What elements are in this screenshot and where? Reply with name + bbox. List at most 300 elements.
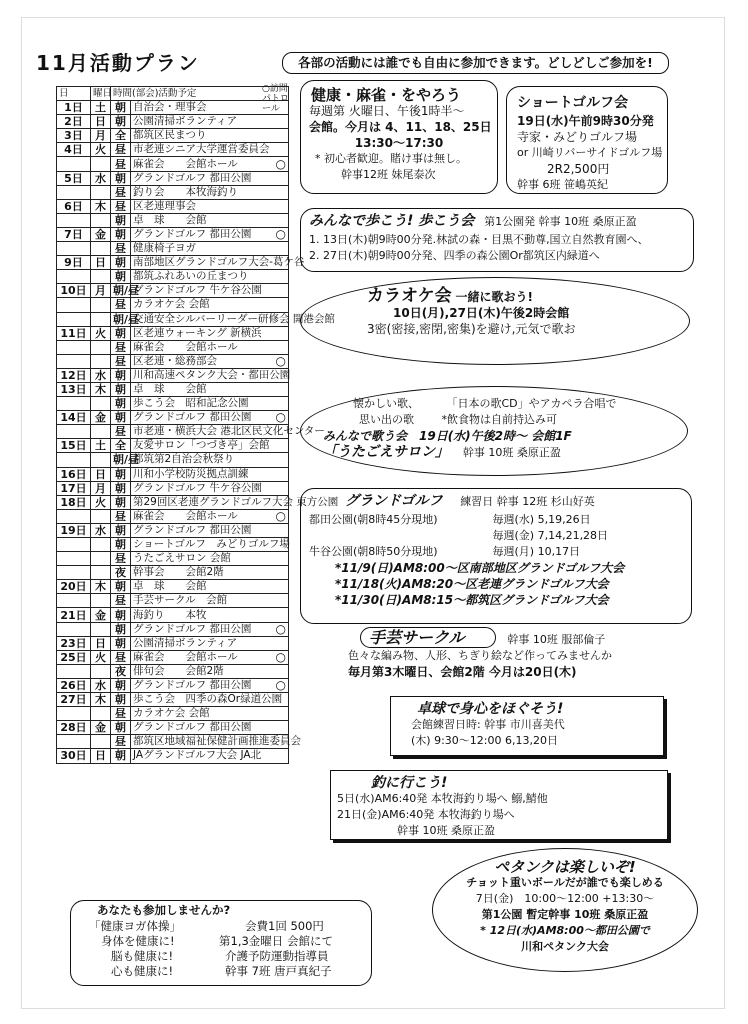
schedule-time	[111, 284, 140, 298]
schedule-weekday-text: 火	[95, 495, 106, 509]
schedule-time-text: 朝	[115, 481, 126, 495]
table-tennis-title: 卓球で身心をほぐそう!	[417, 701, 564, 717]
schedule-event	[131, 749, 289, 763]
schedule-day	[57, 199, 91, 213]
schedule-day-text: 27日	[60, 693, 87, 707]
schedule-time	[111, 101, 131, 115]
schedule-weekday-text: 木	[95, 693, 106, 707]
schedule-time	[111, 340, 131, 354]
table-tennis-line2: (木) 9:30〜12:00 6,13,20日	[411, 734, 558, 747]
schedule-day	[57, 298, 91, 312]
short-golf-box	[506, 86, 668, 194]
mahjong-line2: 会館。今月は 4、11、18、25日	[309, 120, 492, 134]
schedule-day	[57, 157, 91, 171]
ground-golf-mon: 毎週(月) 10,17日	[492, 545, 581, 558]
schedule-time	[111, 185, 131, 199]
schedule-event-text: 歩こう会 昭和記念公園	[133, 397, 249, 410]
schedule-weekday	[91, 340, 111, 354]
petanque-line1: チョット重いボールだが誰でも楽しめる	[466, 876, 664, 889]
schedule-time	[111, 397, 131, 411]
walking-box	[300, 208, 694, 272]
ground-golf-event1: *11/9(日)AM8:00〜区南部地区グランドゴルフ大会	[335, 561, 625, 575]
patrol-mark: ○	[275, 621, 287, 636]
schedule-time-text: 夜	[115, 566, 126, 580]
schedule-weekday-text: 木	[95, 199, 106, 213]
utagoe-line1b: 「日本の歌CD」やアカペラ合唱で	[446, 397, 617, 410]
schedule-time	[111, 227, 131, 241]
schedule-day	[57, 664, 91, 678]
header-weekday: 曜日	[91, 87, 111, 101]
schedule-event	[131, 129, 289, 143]
schedule-day	[57, 340, 91, 354]
schedule-row	[57, 312, 289, 326]
schedule-weekday-text: 水	[95, 678, 106, 692]
schedule-event-text: 川和高速ペタンク大会・都田公園	[133, 368, 291, 381]
schedule-event	[131, 368, 289, 382]
yoga-instructor: 介護予防運動指導員	[225, 949, 329, 963]
schedule-row	[57, 721, 289, 735]
schedule-weekday	[91, 594, 111, 608]
schedule-day-text: 2日	[64, 115, 83, 129]
schedule-row	[57, 693, 289, 707]
petanque-line3: 第1公園 暫定幹事 10班 桑原正盈	[481, 908, 649, 921]
header-activity: 時間(部会)活動予定	[111, 87, 289, 101]
schedule-time	[111, 256, 131, 270]
schedule-day-text: 5日	[64, 171, 83, 185]
schedule-time	[111, 707, 131, 721]
schedule-event-text: 麻雀会 会館ホール	[133, 509, 238, 522]
yoga-title: あなたも参加しませんか?	[97, 903, 231, 917]
schedule-weekday	[91, 636, 111, 650]
utagoe-line2b: *飲食物は自前持込み可	[441, 413, 557, 426]
schedule-event	[131, 157, 289, 171]
schedule-weekday	[91, 157, 111, 171]
karaoke-box	[300, 277, 690, 365]
schedule-event	[131, 397, 289, 411]
top-note: 各部の活動には誰でも自由に参加できます。どしどしご参加を!	[282, 52, 669, 74]
schedule-row	[57, 411, 289, 425]
schedule-row	[57, 735, 289, 749]
schedule-time	[111, 678, 131, 692]
schedule-time	[111, 368, 131, 382]
schedule-event	[131, 495, 339, 509]
schedule-day-text: 23日	[60, 636, 87, 650]
schedule-weekday-text: 金	[95, 721, 106, 735]
schedule-time-text: 昼	[115, 594, 126, 608]
schedule-event-text: 公園清掃ボランティア	[133, 115, 238, 128]
schedule-day	[57, 242, 91, 256]
schedule-event-text: 卓 球 会館	[133, 383, 207, 396]
schedule-event	[131, 382, 289, 396]
schedule-row	[57, 368, 289, 382]
schedule-day	[57, 509, 91, 523]
schedule-weekday-text: 月	[95, 284, 106, 298]
schedule-weekday-text: 土	[95, 101, 106, 115]
schedule-day-text: 19日	[60, 523, 87, 537]
ground-golf-event3: *11/30(日)AM8:15〜都筑区グランドゴルフ大会	[335, 593, 609, 607]
schedule-day-text: 16日	[60, 467, 87, 481]
schedule-time	[111, 354, 131, 368]
schedule-day	[57, 523, 91, 537]
yoga-col3: 脳も健康に!	[111, 949, 174, 963]
schedule-event	[131, 284, 289, 298]
schedule-event-text: 俳句会 会館2階	[133, 664, 224, 677]
schedule-day-text: 7日	[64, 227, 83, 241]
schedule-event	[131, 256, 305, 270]
schedule-day	[57, 326, 91, 340]
schedule-time	[111, 594, 131, 608]
schedule-time-text: 朝	[115, 678, 126, 692]
schedule-day	[57, 467, 91, 481]
schedule-weekday-text: 火	[95, 326, 106, 340]
schedule-row	[57, 340, 289, 354]
schedule-day	[57, 270, 91, 284]
schedule-row	[57, 509, 289, 523]
schedule-weekday	[91, 185, 111, 199]
petanque-box	[432, 848, 698, 972]
schedule-row	[57, 608, 289, 622]
schedule-weekday	[91, 467, 111, 481]
schedule-day	[57, 101, 91, 115]
schedule-time-text: 朝	[115, 495, 126, 509]
schedule-row	[57, 664, 289, 678]
mahjong-title: 健康・麻雀・をやろう	[311, 86, 462, 104]
fishing-line1: 5日(水)AM6:40発 本牧海釣り場へ 鰯,鯖他	[337, 792, 548, 805]
schedule-weekday-text: 木	[95, 580, 106, 594]
schedule-time-text: 朝/昼	[113, 453, 140, 467]
schedule-row	[57, 199, 289, 213]
schedule-day-text: 3日	[64, 129, 83, 143]
mahjong-line4: * 初心者歓迎。賭け事は無し。	[315, 152, 467, 165]
schedule-weekday-text: 土	[95, 439, 106, 453]
schedule-time-text: 朝	[115, 270, 126, 284]
schedule-row	[57, 171, 289, 185]
schedule-time-text: 朝	[115, 538, 126, 552]
schedule-day	[57, 594, 91, 608]
utagoe-line3: みんなで歌う会 19日(水)午後2時〜 会館1F	[323, 429, 572, 443]
schedule-row	[57, 242, 289, 256]
schedule-event-text: 卓 球 会館	[133, 213, 207, 226]
walking-line1: 1. 13日(木)朝9時00分発.林試の森・目黒不動尊,国立自然教育園へ、	[309, 233, 649, 246]
ground-golf-title: グランドゴルフ	[345, 493, 443, 509]
schedule-event-text: 市老連シニア大学運営委員会	[133, 143, 270, 156]
schedule-time-text: 昼	[115, 298, 126, 312]
schedule-day	[57, 439, 91, 453]
schedule-weekday	[91, 326, 111, 340]
schedule-table	[56, 86, 339, 764]
schedule-row	[57, 326, 289, 340]
schedule-time	[111, 453, 140, 467]
schedule-day	[57, 256, 91, 270]
schedule-weekday	[91, 270, 111, 284]
schedule-time-text: 朝	[115, 580, 126, 594]
schedule-row	[57, 650, 289, 664]
schedule-weekday	[91, 622, 111, 636]
schedule-event-text: 第29回区老連グランドゴルフ大会 東方公園	[133, 495, 339, 508]
schedule-time-text: 昼	[115, 242, 126, 256]
schedule-time-text: 朝	[115, 368, 126, 382]
schedule-event-text: JAグランドゴルフ大会 JA北	[133, 749, 262, 762]
schedule-row	[57, 495, 289, 509]
schedule-day	[57, 129, 91, 143]
handicraft-box	[300, 626, 696, 688]
schedule-event-text: グランドゴルフ 都田公園	[133, 171, 252, 184]
schedule-day	[57, 354, 91, 368]
schedule-day	[57, 552, 91, 566]
handicraft-line1: 色々な編み物、人形、ちぎり絵など作ってみませんか	[348, 649, 612, 662]
schedule-day-text: 13日	[60, 383, 87, 397]
schedule-day	[57, 608, 91, 622]
patrol-mark: ○	[275, 649, 287, 664]
schedule-weekday-text: 日	[95, 115, 106, 129]
schedule-day	[57, 566, 91, 580]
schedule-header	[57, 87, 289, 101]
handicraft-title: 手芸サークル	[360, 627, 496, 648]
schedule-weekday-text: 水	[95, 171, 106, 185]
schedule-weekday	[91, 115, 111, 129]
schedule-event-text: グランドゴルフ 都田公園	[133, 721, 252, 734]
schedule-day	[57, 312, 91, 326]
schedule-weekday	[91, 256, 111, 270]
schedule-time	[111, 495, 131, 509]
schedule-weekday	[91, 566, 111, 580]
schedule-weekday	[91, 312, 111, 326]
schedule-weekday	[91, 382, 111, 396]
schedule-time	[111, 622, 131, 636]
schedule-time	[111, 242, 131, 256]
schedule-weekday	[91, 538, 111, 552]
schedule-weekday-text: 月	[95, 129, 106, 143]
schedule-event	[131, 594, 289, 608]
schedule-time-text: 朝	[115, 227, 126, 241]
mahjong-line1: 毎週第 火曜日、午後1時半〜	[309, 104, 465, 118]
schedule-row	[57, 636, 289, 650]
schedule-event	[131, 354, 289, 368]
schedule-event	[131, 270, 289, 284]
schedule-event	[131, 312, 335, 326]
schedule-weekday	[91, 143, 111, 157]
schedule-day	[57, 721, 91, 735]
schedule-event-text: グランドゴルフ 牛ケ谷公園	[133, 481, 262, 494]
schedule-time	[111, 693, 131, 707]
schedule-event	[131, 622, 289, 636]
ground-golf-venue2: 牛谷公園(朝8時50分現地)	[309, 545, 438, 558]
schedule-time-text: 昼	[115, 199, 126, 213]
schedule-time	[111, 157, 131, 171]
short-golf-line3: or 川崎リバーサイドゴルフ場	[517, 146, 663, 159]
schedule-time	[111, 439, 131, 453]
ground-golf-venue1: 都田公園(朝8時45分現地)	[309, 513, 438, 526]
schedule-event-text: 区老連ウォーキング 新横浜	[133, 326, 262, 339]
schedule-day	[57, 284, 91, 298]
yoga-schedule: 第1,3金曜日 会館にて	[219, 934, 333, 948]
walking-line2: 2. 27日(木)朝9時00分発、四季の森公園Or都筑区内緑道へ	[309, 249, 600, 262]
utagoe-title: 「うたごえサロン」	[323, 444, 449, 460]
schedule-event-text: 海釣り 本牧	[133, 608, 207, 621]
schedule-weekday-text: 金	[95, 608, 106, 622]
schedule-day	[57, 185, 91, 199]
schedule-day-text: 6日	[64, 199, 83, 213]
utagoe-line1a: 懐かしい歌、	[353, 397, 419, 410]
schedule-event-text: 麻雀会 会館ホール	[133, 650, 238, 663]
schedule-time-text: 昼	[115, 707, 126, 721]
schedule-time-text: 朝	[115, 326, 126, 340]
schedule-time-text: 朝	[115, 411, 126, 425]
schedule-weekday	[91, 213, 111, 227]
schedule-weekday	[91, 580, 111, 594]
schedule-event	[131, 650, 289, 664]
schedule-weekday-text: 水	[95, 368, 106, 382]
schedule-row	[57, 566, 289, 580]
short-golf-line1: 19日(水)午前9時30分発	[517, 114, 654, 128]
fishing-line3: 幹事 10班 桑原正盈	[397, 824, 495, 837]
schedule-time-text: 全	[115, 439, 126, 453]
petanque-title: ペタンクは楽しいぞ!	[494, 858, 636, 876]
schedule-row	[57, 523, 289, 537]
schedule-time-text: 朝	[115, 693, 126, 707]
schedule-day-text: 18日	[60, 495, 87, 509]
schedule-time-text: 朝	[115, 213, 126, 227]
schedule-row	[57, 256, 289, 270]
schedule-event	[131, 143, 289, 157]
karaoke-line1: 10日(月),27日(木)午後2時会館	[393, 306, 570, 320]
schedule-time	[111, 735, 131, 749]
schedule-weekday	[91, 411, 111, 425]
schedule-time-text: 朝	[115, 636, 126, 650]
schedule-time	[111, 411, 131, 425]
schedule-weekday-text: 金	[95, 411, 106, 425]
walking-title: みんなで歩こう! 歩こう会	[309, 213, 475, 229]
utagoe-line4: 幹事 10班 桑原正盈	[462, 446, 561, 459]
schedule-weekday	[91, 664, 111, 678]
schedule-day	[57, 453, 91, 467]
schedule-time-text: 昼	[115, 340, 126, 354]
schedule-day-text: 12日	[60, 368, 87, 382]
schedule-weekday-text: 日	[95, 256, 106, 270]
schedule-weekday	[91, 749, 111, 763]
schedule-event-text: 健康椅子ヨガ	[133, 242, 196, 255]
schedule-event	[131, 298, 289, 312]
schedule-day	[57, 481, 91, 495]
schedule-weekday	[91, 368, 111, 382]
schedule-row	[57, 397, 289, 411]
schedule-weekday	[91, 439, 111, 453]
schedule-time	[111, 171, 131, 185]
schedule-time-text: 昼	[115, 143, 126, 157]
schedule-event-text: 歩こう会 四季の森Or緑道公園	[133, 693, 283, 706]
schedule-time	[111, 270, 131, 284]
short-golf-line5: 幹事 6班 笹嶋英紀	[517, 178, 608, 191]
schedule-weekday	[91, 735, 111, 749]
schedule-weekday	[91, 199, 111, 213]
walking-subtitle: 第1公園発 幹事 10班 桑原正盈	[484, 215, 637, 228]
schedule-weekday	[91, 397, 111, 411]
schedule-time	[111, 552, 131, 566]
schedule-row	[57, 439, 289, 453]
schedule-time-text: 昼	[115, 735, 126, 749]
schedule-day-text: 4日	[64, 143, 83, 157]
fishing-box	[330, 770, 668, 840]
schedule-row	[57, 678, 289, 692]
schedule-time-text: 朝	[115, 608, 126, 622]
schedule-event	[131, 664, 289, 678]
schedule-time-text: 昼	[115, 185, 126, 199]
page-title: 11月活動プラン	[36, 51, 200, 75]
schedule-time	[111, 382, 131, 396]
schedule-row	[57, 382, 289, 396]
schedule-day	[57, 538, 91, 552]
schedule-day	[57, 495, 91, 509]
schedule-weekday	[91, 707, 111, 721]
schedule-event-text: ショートゴルフ みどりゴルフ場	[133, 538, 290, 551]
schedule-event-text: 公園清掃ボランティア	[133, 636, 238, 649]
schedule-event	[131, 115, 289, 129]
schedule-event	[131, 340, 289, 354]
schedule-time-text: 朝/昼	[113, 284, 140, 298]
ground-golf-wed: 毎週(水) 5,19,26日	[492, 513, 591, 526]
patrol-mark: ○	[275, 226, 287, 241]
header-day: 日	[57, 87, 91, 101]
schedule-weekday	[91, 298, 111, 312]
fishing-title: 釣に行こう!	[371, 775, 448, 791]
schedule-event-text: うたごえサロン 会館	[133, 552, 231, 565]
schedule-event-text: カラオケ会 会館	[133, 298, 210, 311]
schedule-event-text: 友愛サロン「つづき亭」会館	[133, 439, 270, 452]
mahjong-box	[300, 80, 498, 194]
karaoke-tagline: 一緒に歌おう!	[455, 290, 533, 304]
schedule-weekday-text: 日	[95, 749, 106, 763]
schedule-time	[111, 538, 131, 552]
schedule-time	[111, 129, 131, 143]
schedule-time-text: 朝	[115, 171, 126, 185]
schedule-row	[57, 298, 289, 312]
fishing-line2: 21日(金)AM6:40発 本牧海釣り場へ	[337, 808, 515, 821]
schedule-day	[57, 115, 91, 129]
schedule-time-text: 昼	[115, 425, 126, 439]
schedule-weekday	[91, 481, 111, 495]
schedule-time-text: 朝	[115, 115, 126, 129]
schedule-time-text: 昼	[115, 552, 126, 566]
schedule-time	[111, 213, 131, 227]
schedule-event	[131, 566, 289, 580]
table-tennis-box	[390, 696, 664, 756]
schedule-weekday-text: 火	[95, 650, 106, 664]
schedule-event	[131, 608, 289, 622]
schedule-row	[57, 594, 289, 608]
schedule-day-text: 30日	[60, 749, 87, 763]
schedule-time-text: 朝	[115, 749, 126, 763]
schedule-weekday	[91, 608, 111, 622]
schedule-day-text: 17日	[60, 481, 87, 495]
schedule-day-text: 1日	[64, 101, 83, 115]
schedule-row	[57, 552, 289, 566]
schedule-row	[57, 115, 289, 129]
schedule-weekday-text: 火	[95, 143, 106, 157]
schedule-weekday	[91, 171, 111, 185]
schedule-event-text: 都筑区民まつり	[133, 129, 207, 142]
yoga-organizer: 幹事 7班 唐戸真紀子	[225, 964, 332, 978]
schedule-event	[131, 481, 289, 495]
schedule-event	[131, 693, 289, 707]
schedule-event-text: 手芸サークル 会館	[133, 594, 228, 607]
schedule-row	[57, 185, 289, 199]
schedule-day	[57, 213, 91, 227]
schedule-row	[57, 213, 289, 227]
schedule-event	[131, 735, 301, 749]
schedule-weekday	[91, 242, 111, 256]
schedule-event-text: 市老連・横浜大会 港北区民文化センター	[133, 425, 325, 438]
schedule-day	[57, 397, 91, 411]
